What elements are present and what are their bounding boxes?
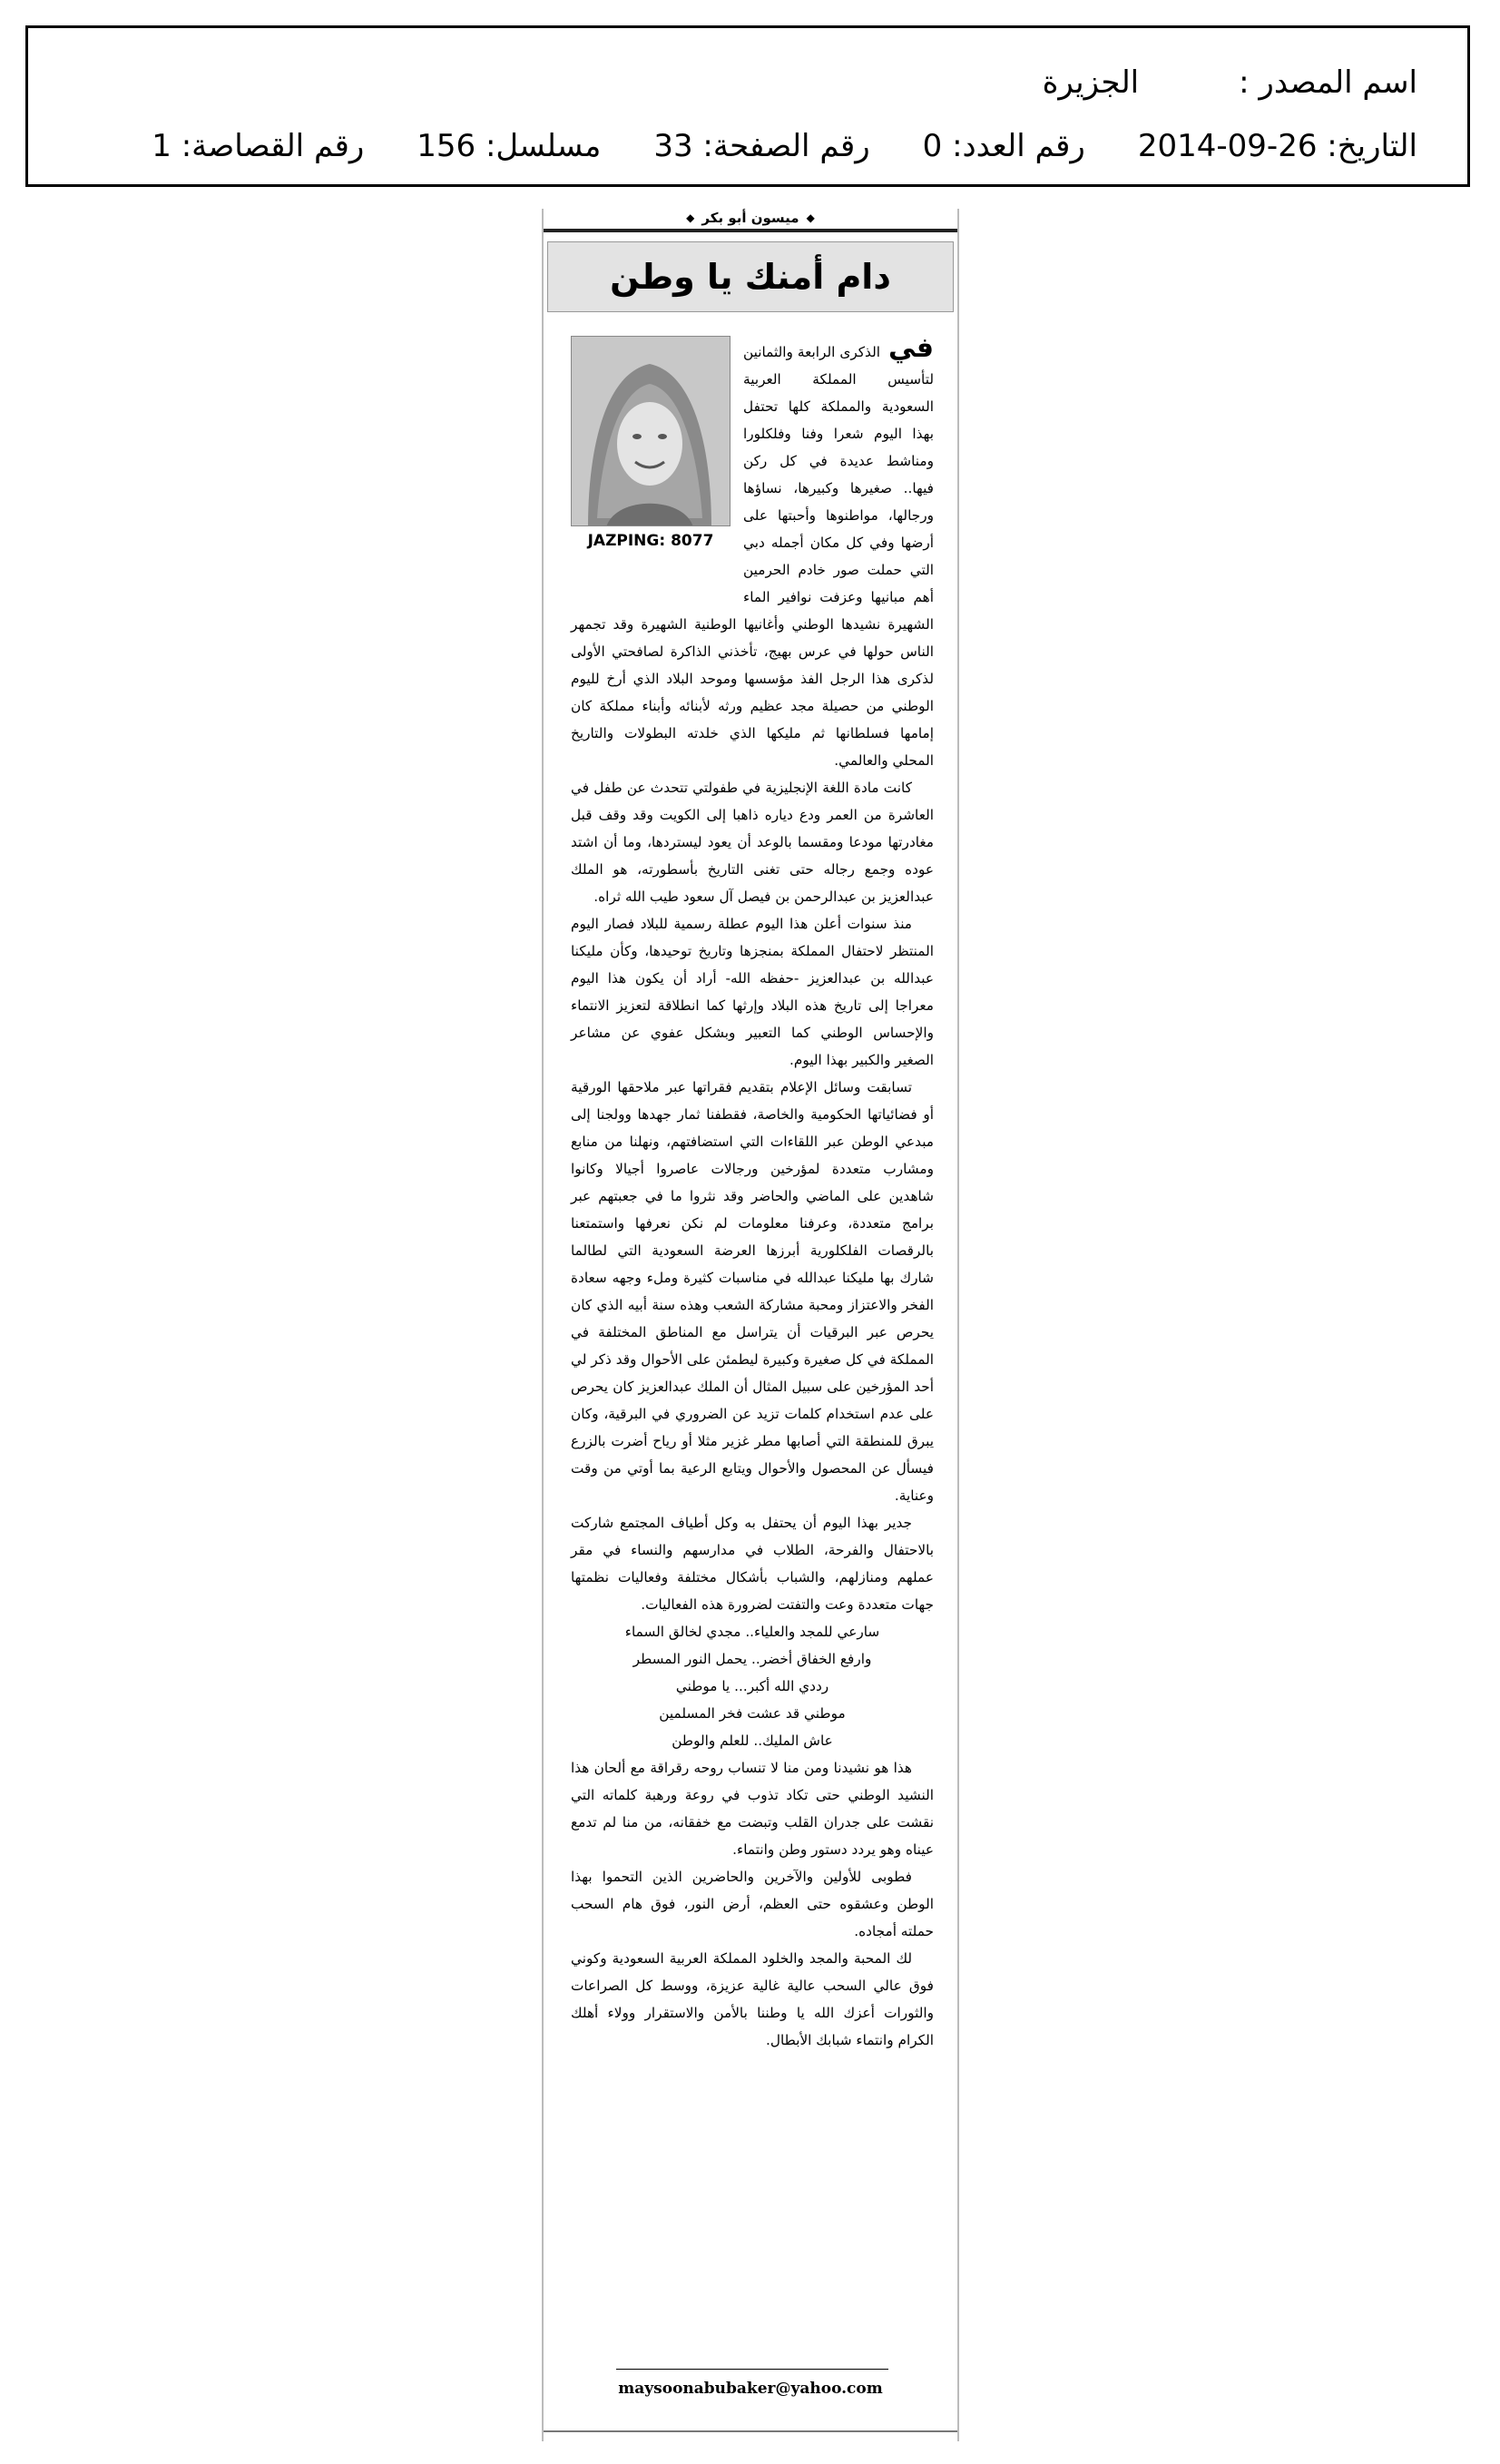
diamond-icon: ◆	[806, 211, 815, 224]
headline-box	[547, 241, 954, 312]
paragraph: فطوبى للأولين والآخرين والحاضرين الذين التحموا بهذا الوطن وعشقوه حتى العظم، أرض النور، فوق هام السحب حملته أمجاده.	[571, 1869, 934, 1939]
divider	[544, 229, 957, 232]
jazping-code: JAZPING: 8077	[587, 532, 714, 550]
author-email: maysoonabubaker@yahoo.com	[618, 2380, 883, 2398]
verse-line: رددي الله أكبر... يا موطني	[675, 1678, 829, 1694]
paragraph: كانت مادة اللغة الإنجليزية في طفولتي تتحدث عن طفل في العاشرة من العمر ودع دياره ذاهبا إلى الكويت وقد وقف قبل مغادرتها مودعا ومقسما بالوعد أن يعود ليستردها، وما أن اشتد عوده وجمع رجاله حتى تغنى التاريخ بأسطورته، هو الملك عبدالعزيز بن عبدالرحمن بن فيصل آل سعود طيب الله ثراه.	[571, 780, 934, 905]
meta-row	[152, 128, 1417, 164]
newspaper-clipping	[542, 209, 959, 2441]
verse-line: عاش المليك.. للعلم والوطن	[672, 1733, 833, 1749]
date-field: التاريخ: 26-09-2014	[1137, 128, 1417, 164]
paragraph: منذ سنوات أعلن هذا اليوم عطلة رسمية للبلاد فصار اليوم المنتظر لاحتفال المملكة بمنجزها وتاريخ توحيدها، وكأن مليكنا عبدالله بن عبدالعزيز -حفظه الله- أراد أن يكون هذا اليوم معراجا إلى تاريخ هذه البلاد وإرثها كما انطلاقة لتعزيز الانتماء والإحساس الوطني كما التعبير وبشكل عفوي عن مشاعر الصغير والكبير بهذا اليوم.	[571, 916, 934, 1068]
anthem-verses	[571, 1618, 934, 1754]
page-field: رقم الصفحة: 33	[653, 128, 870, 164]
byline	[544, 209, 957, 227]
source-value: الجزيرة	[1042, 64, 1140, 101]
verse-line: موطني قد عشت فخر المسلمين	[659, 1705, 846, 1722]
serial-field: مسلسل: 156	[417, 128, 602, 164]
source-label: اسم المصدر :	[1239, 64, 1417, 101]
author-name: ميسون أبو بكر	[701, 210, 799, 226]
paragraph: هذا هو نشيدنا ومن منا لا تنساب روحه رقراقة مع ألحان هذا النشيد الوطني حتى تكاد تذوب في روعة ورهبة كلماته التي نقشت على جدران القلب وتبضت مع خفقانه، من منا لم تدمع عيناه وهو يردد دستور وطن وانتماء.	[571, 1760, 934, 1858]
diamond-icon: ◆	[686, 211, 695, 224]
paragraph: تسابقت وسائل الإعلام بتقديم فقراتها عبر ملاحقها الورقية أو فضائياتها الحكومية والخاصة، فقطفنا ثمار جهدها وولجنا إلى مبدعي الوطن عبر اللقاءات التي استضافتهم، ونهلنا من منابع ومشارب متعددة لمؤرخين ورجالات عاصروا أجيالا وكانوا شاهدين على الماضي والحاضر وقد نثروا ما في جعبتهم عبر برامج متعددة، وعرفنا معلومات لم نكن نعرفها واستمتعنا بالرقصات الفلكلورية أبرزها العرضة السعودية التي لطالما شارك بها مليكنا عبدالله في مناسبات كثيرة وملء وجهه سعادة الفخر والاعتزاز ومحبة مشاركة الشعب وهذه سنة أبيه الذي كان يحرص عبر البرقيات أن يتراسل مع المناطق المختلفة في المملكة في كل صغيرة وكبيرة ليطمئن على الأحوال وقد ذكر لي أحد المؤرخين على سبيل المثال أن الملك عبدالعزيز كان يحرص على عدم استخدام كلمات تزيد عن الضروري في البرقية، وكان يبرق للمنطقة التي أصابها مطر غزير مثلا أو رياح أضرت بالزرع فيسأل عن المحصول والأحوال ويتابع الرعية بما أوتي من وقت وعناية.	[571, 1079, 934, 1504]
issue-field: رقم العدد: 0	[922, 128, 1085, 164]
source-row	[1043, 64, 1417, 101]
verse-line: وارفع الخفاق أخضر.. يحمل النور المسطر	[632, 1651, 872, 1667]
article-body	[571, 332, 934, 2054]
paragraph: جدير بهذا اليوم أن يحتفل به وكل أطياف المجتمع شاركت بالاحتفال والفرحة، الطلاب في مدارسهم والنساء في مقر عملهم ومنازلهم، والشباب بأشكال مختلفة وفعاليات نظمتها جهات متعددة وعت والتفتت لضرورة هذه الفعاليات.	[571, 1515, 934, 1613]
divider	[616, 2369, 888, 2370]
paragraph: لك المحبة والمجد والخلود المملكة العربية السعودية وكوني فوق عالي السحب عالية غالية عزيزة، ووسط كل الصراعات والثورات أعزك الله يا وطننا بالأمن والاستقرار وولاء أهلك الكرام وانتماء شبابك الأبطال.	[571, 1950, 934, 2048]
paragraph-text: الذكرى الرابعة والثمانين لتأسيس المملكة العربية السعودية والمملكة كلها تحتفل بهذا اليوم شعرا وفنا وفلكلورا ومناشط عديدة في كل ركن فيها.. صغيرها وكبيرها، نساؤها ورجالها، مواطنوها وأحبتها على أرضها وفي كل مكان أجمله دبي التي حملت صور خادم الحرمين أهم مبانيها وعزفت نوافير الماء الشهيرة نشيدها الوطني وأغانيها الوطنية الشهيرة وقد تجمهر الناس حولها في عرس بهيج، تأخذني الذاكرة لصافحتي الأولى لذكرى هذا الرجل الفذ مؤسسها وموحد البلاد الذي أرخ لليوم الوطني من حصيلة مجد عظيم ورثه لأبنائه وأبناء مملكة كان إمامها فسلطانها ثم مليكها الذي خلدته البطولات والتاريخ المحلي والعالمي.	[571, 344, 934, 769]
drop-cap: في	[888, 332, 934, 364]
clip-number-field: رقم القصاصة: 1	[152, 128, 365, 164]
clipping-header	[25, 25, 1470, 187]
divider	[544, 2430, 957, 2432]
verse-line: سارعي للمجد والعلياء.. مجدي لخالق السماء	[624, 1624, 880, 1640]
article-title: دام أمنك يا وطن	[610, 257, 891, 297]
